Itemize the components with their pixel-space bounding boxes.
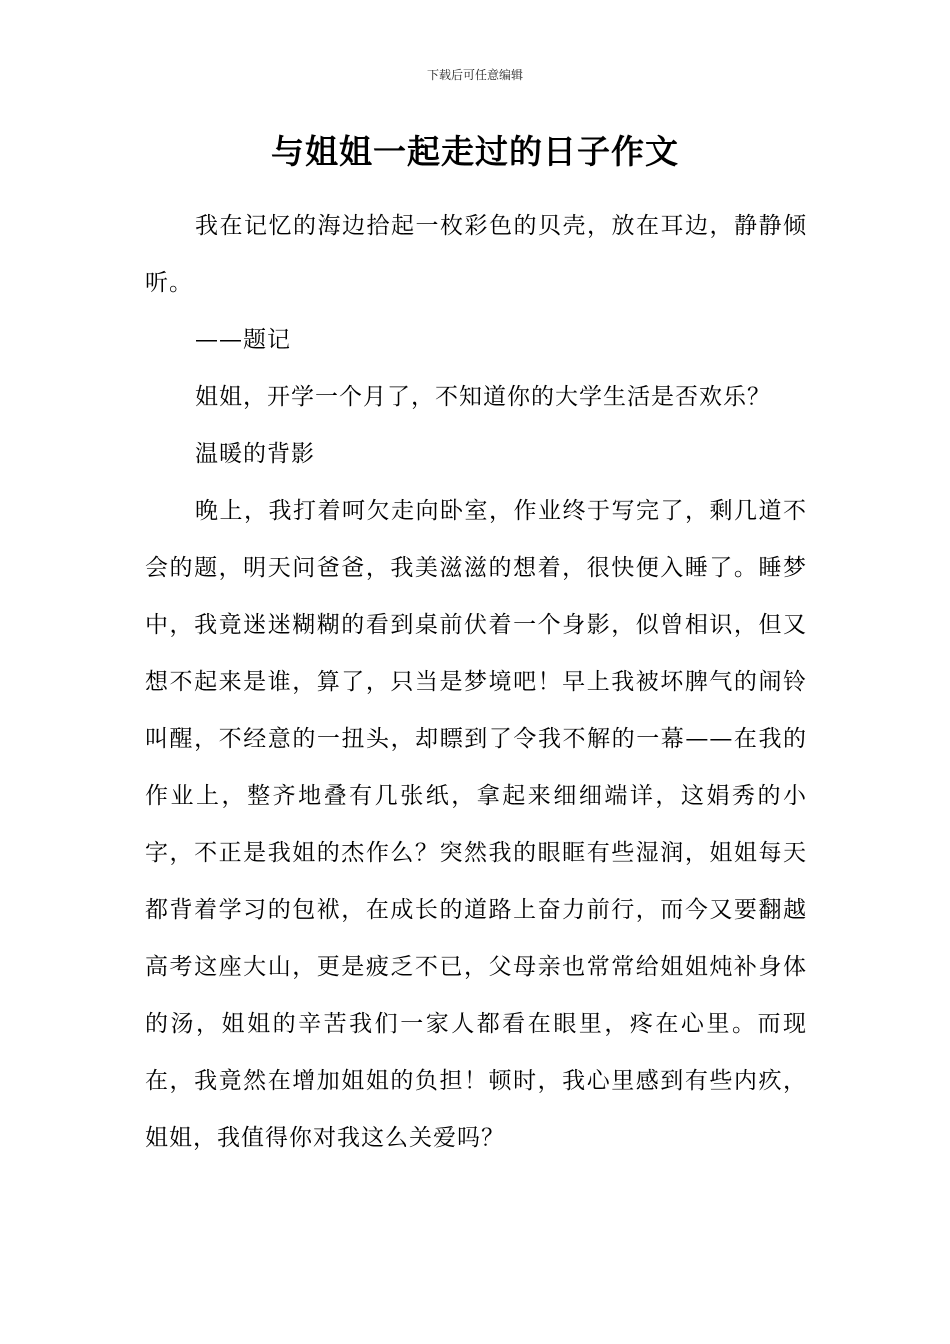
paragraph-story: 晚上，我打着呵欠走向卧室，作业终于写完了，剩几道不会的题，明天问爸爸，我美滋滋的想着，很快便入睡了。睡梦中，我竟迷迷糊糊的看到桌前伏着一个身影，似曾相识，但又想不起来是谁，算了，只当是梦境吧！早上我被坏脾气的闹铃叫醒，不经意的一扭头，却瞟到了令我不解的一幕——在我的作业上，整齐地叠有几张纸，拿起来细细端详，这娟秀的小字，不正是我姐的杰作么？突然我的眼眶有些湿润，姐姐每天都背着学习的包袱，在成长的道路上奋力前行，而今又要翻越高考这座大山，更是疲乏不已，父母亲也常常给姐姐炖补身体的汤，姐姐的辛苦我们一家人都看在眼里，疼在心里。而现在，我竟然在增加姐姐的负担！顿时，我心里感到有些内疚，姐姐，我值得你对我这么关爱吗？ — [145, 498, 807, 1151]
page-title: 与姐姐一起走过的日子作文 — [271, 132, 679, 171]
paragraph-greeting: 姐姐，开学一个月了，不知道你的大学生活是否欢乐？ — [195, 384, 771, 410]
document-body — [145, 198, 807, 1167]
section-heading: 温暖的背影 — [195, 441, 315, 467]
paragraph-epigraph: 我在记忆的海边拾起一枚彩色的贝壳，放在耳边，静静倾听。 — [145, 213, 807, 296]
header-note: 下载后可任意编辑 — [426, 68, 523, 82]
paragraph-epigraph-attribution: ——题记 — [195, 327, 291, 353]
